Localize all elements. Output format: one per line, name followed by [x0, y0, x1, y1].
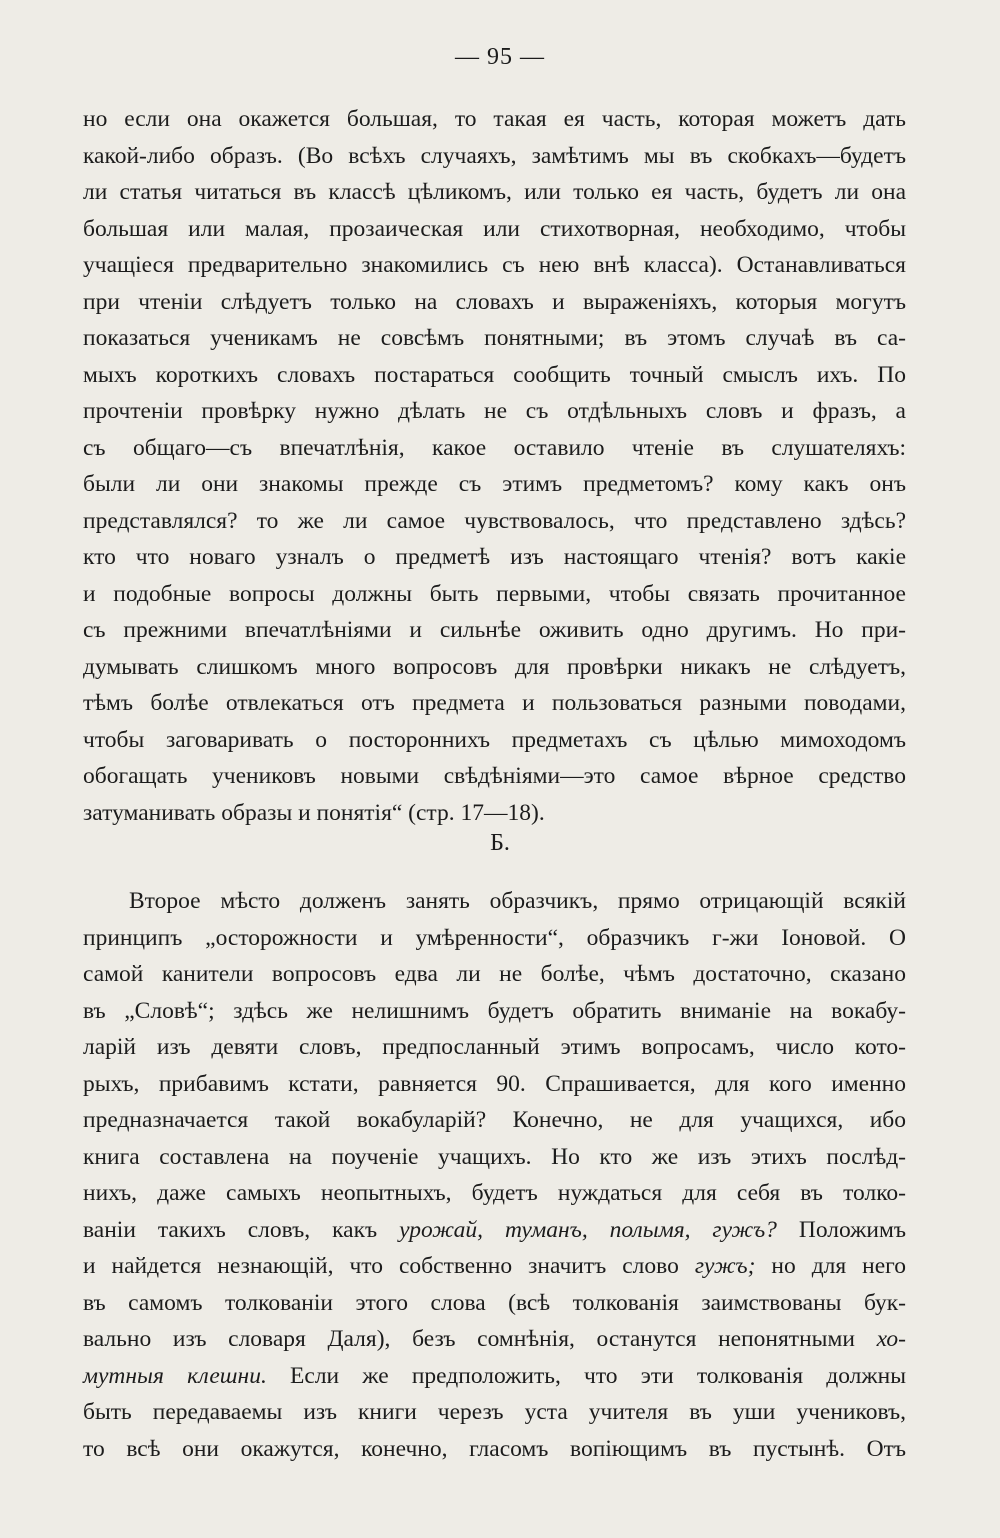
text-segment: Положимъ: [776, 1216, 907, 1243]
text-line: были ли они знакомы прежде съ этимъ предметомъ? кому какъ онъ: [83, 471, 906, 497]
text-line: рыхъ, прибавимъ кстати, равняется 90. Спрашивается, для кого именно: [83, 1070, 906, 1097]
text-segment: вально изъ словаря Даля), безъ сомнѣнія, останутся непонятными: [83, 1326, 877, 1352]
text-segment: Если же предположить, что эти толкованія должны: [266, 1362, 906, 1389]
text-line: прочтеніи провѣрку нужно дѣлать не съ отдѣльныхъ словъ и фразъ, а: [83, 398, 906, 424]
text-line: и подобные вопросы должны быть первыми, чтобы связать прочитанное: [83, 580, 906, 607]
text-line: большая или малая, прозаическая или стихотворная, необходимо, чтобы: [83, 215, 906, 242]
text-line: затуманивать образы и понятія“ (стр. 17—18).: [83, 799, 545, 826]
text-line: [83, 1248, 906, 1285]
text-line: книга составлена на поученіе учащихъ. Но кто же изъ этихъ послѣд-: [83, 1143, 906, 1170]
text-line: показаться ученикамъ не совсѣмъ понятными; въ этомъ случаѣ въ са-: [83, 325, 906, 351]
italic-segment: урожай, туманъ, полымя, гужъ?: [399, 1216, 777, 1243]
paragraph-b: [83, 883, 906, 1467]
text-line: [83, 1358, 906, 1395]
text-line: ли статья читаться въ классѣ цѣликомъ, или только ея часть, будетъ ли она: [83, 179, 906, 205]
italic-segment: гужъ;: [694, 1253, 756, 1279]
text-line: при чтеніи слѣдуетъ только на словахъ и выраженіяхъ, которыя могутъ: [83, 288, 906, 315]
text-line: то всѣ они окажутся, конечно, гласомъ вопіющимъ въ пустынѣ. Отъ: [83, 1435, 906, 1462]
text-line: въ самомъ толкованіи этого слова (всѣ толкованія заимствованы бук-: [83, 1289, 906, 1316]
text-line: кто что новаго узналъ о предметѣ изъ настоящаго чтенія? вотъ какіе: [83, 544, 906, 570]
text-line: съ общаго—съ впечатлѣнія, какое оставило чтеніе въ слушателяхъ:: [83, 434, 906, 461]
text-line: [83, 1212, 906, 1249]
text-line: быть передаваемы изъ книги черезъ уста учителя въ уши учениковъ,: [83, 1399, 906, 1425]
paragraph-a: [83, 101, 906, 831]
text-line: представлялся? то же ли самое чувствовалось, что представлено здѣсь?: [83, 507, 906, 534]
text-line: думывать слишкомъ много вопросовъ для провѣрки никакъ не слѣдуетъ,: [83, 653, 906, 680]
text-line: нихъ, даже самыхъ неопытныхъ, будетъ нуждаться для себя въ толко-: [83, 1180, 906, 1206]
text-segment: но для него: [755, 1253, 906, 1279]
text-segment: ваніи такихъ словъ, какъ: [83, 1216, 400, 1243]
text-line: въ „Словѣ“; здѣсь же нелишнимъ будетъ обратить вниманіе на вокабу-: [83, 997, 906, 1024]
text-line: предназначается такой вокабуларій? Конечно, не для учащихся, ибо: [83, 1107, 906, 1133]
text-line: но если она окажется большая, то такая ея часть, которая можетъ дать: [83, 106, 906, 132]
text-line: какой-либо образъ. (Во всѣхъ случаяхъ, замѣтимъ мы въ скобкахъ—будетъ: [83, 142, 906, 169]
text-line: ларій изъ девяти словъ, предпосланный этимъ вопросамъ, число кото-: [83, 1034, 906, 1060]
text-line: тѣмъ болѣе отвлекаться отъ предмета и пользоваться разными поводами,: [83, 690, 906, 716]
text-line: принципъ „осторожности и умѣренности“, образчикъ г-жи Іоновой. О: [83, 924, 906, 951]
italic-segment: мутныя клешни.: [83, 1362, 267, 1389]
text-line: съ прежними впечатлѣніями и сильнѣе оживить одно другимъ. Но при-: [83, 617, 906, 643]
page-number: — 95 —: [455, 44, 545, 70]
text-line: Второе мѣсто долженъ занять образчикъ, прямо отрицающій всякій: [129, 888, 906, 914]
text-line: учащіеся предварительно знакомились съ нею внѣ класса). Останавливаться: [83, 252, 906, 278]
text-line: мыхъ короткихъ словахъ постараться сообщить точный смыслъ ихъ. По: [83, 361, 906, 388]
text-segment: и найдется незнающій, что собственно значитъ слово: [83, 1253, 695, 1279]
section-heading: Б.: [490, 830, 510, 856]
text-line: чтобы заговаривать о постороннихъ предметахъ съ цѣлью мимоходомъ: [83, 726, 906, 753]
italic-segment: хо-: [876, 1326, 906, 1352]
text-line: [83, 1321, 906, 1358]
text-line: самой канители вопросовъ едва ли не болѣе, чѣмъ достаточно, сказано: [83, 961, 906, 987]
text-line: обогащать учениковъ новыми свѣдѣніями—это самое вѣрное средство: [83, 763, 906, 789]
